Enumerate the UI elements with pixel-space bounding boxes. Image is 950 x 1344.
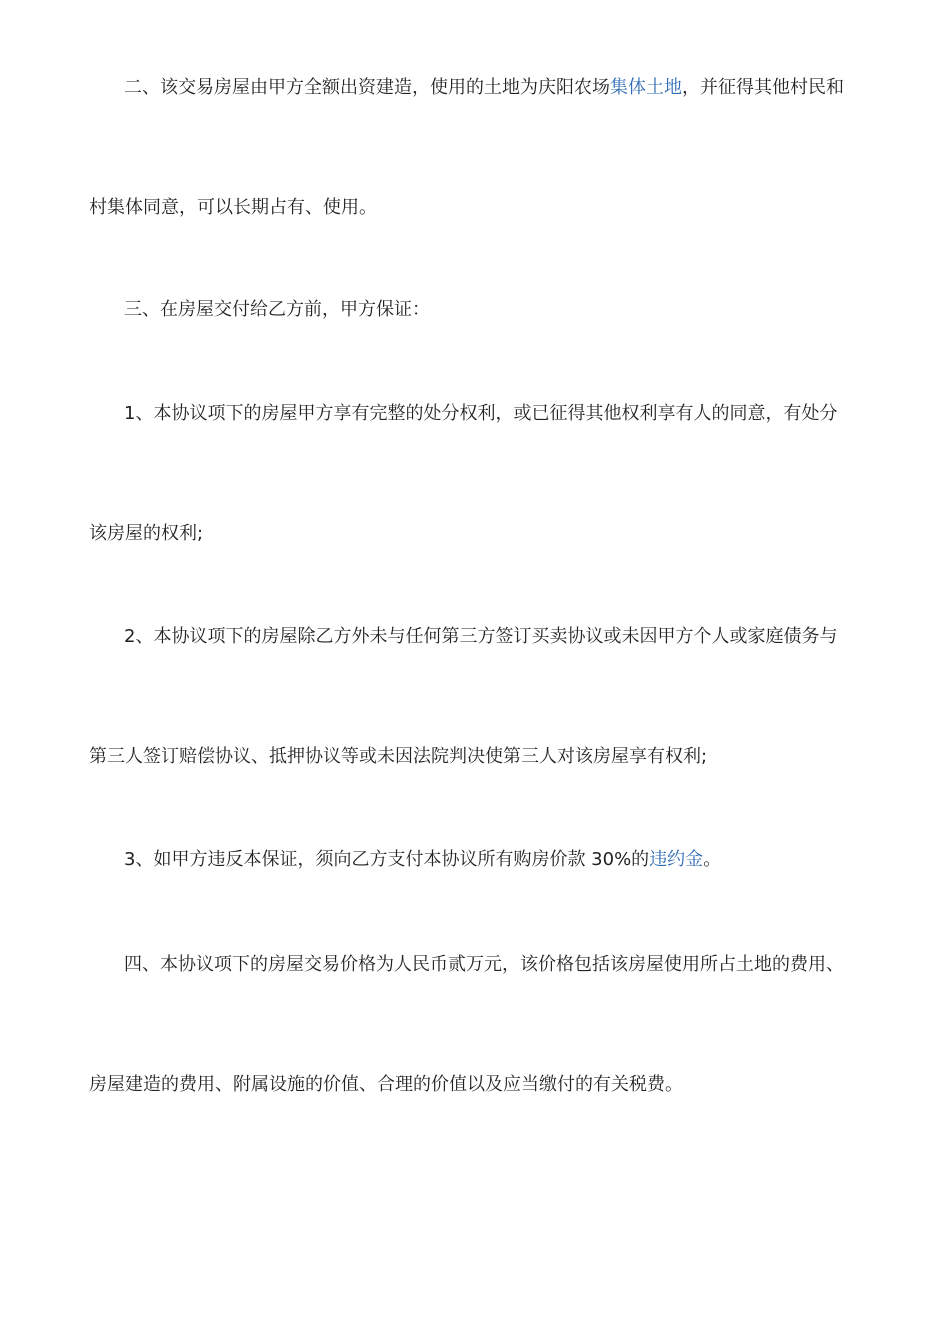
paragraph-text: 二、该交易房屋由甲方全额出资建造，使用的土地为庆阳农场 [124,77,610,98]
paragraph-3-line-1: 三、在房屋交付给乙方前，甲方保证： [124,299,430,320]
paragraph-4-line-2: 房屋建造的费用、附属设施的价值、合理的价值以及应当缴付的有关税费。 [89,1074,683,1095]
paragraph-text: 3、如甲方违反本保证，须向乙方支付本协议所有购房价款 30%的 [124,849,650,870]
clause-2-line-2: 第三人签订赔偿协议、抵押协议等或未因法院判决使第三人对该房屋享有权利; [89,746,708,767]
paragraph-2-line-1 [124,76,844,100]
paragraph-2-line-2: 村集体同意，可以长期占有、使用。 [89,197,377,218]
clause-3-line-1 [124,848,721,872]
paragraph-4-line-1: 四、本协议项下的房屋交易价格为人民币贰万元，该价格包括该房屋使用所占土地的费用、 [124,954,844,975]
clause-1-line-2: 该房屋的权利; [89,523,204,544]
penalty-link[interactable]: 违约金 [649,849,704,870]
clause-1-line-1: 1、本协议项下的房屋甲方享有完整的处分权利，或已征得其他权利享有人的同意，有处分 [124,403,838,424]
collective-land-link[interactable]: 集体土地 [610,77,682,98]
paragraph-text: 。 [703,849,722,870]
clause-2-line-1: 2、本协议项下的房屋除乙方外未与任何第三方签订买卖协议或未因甲方个人或家庭债务与 [124,626,838,647]
paragraph-text: ，并征得其他村民和 [682,77,844,98]
